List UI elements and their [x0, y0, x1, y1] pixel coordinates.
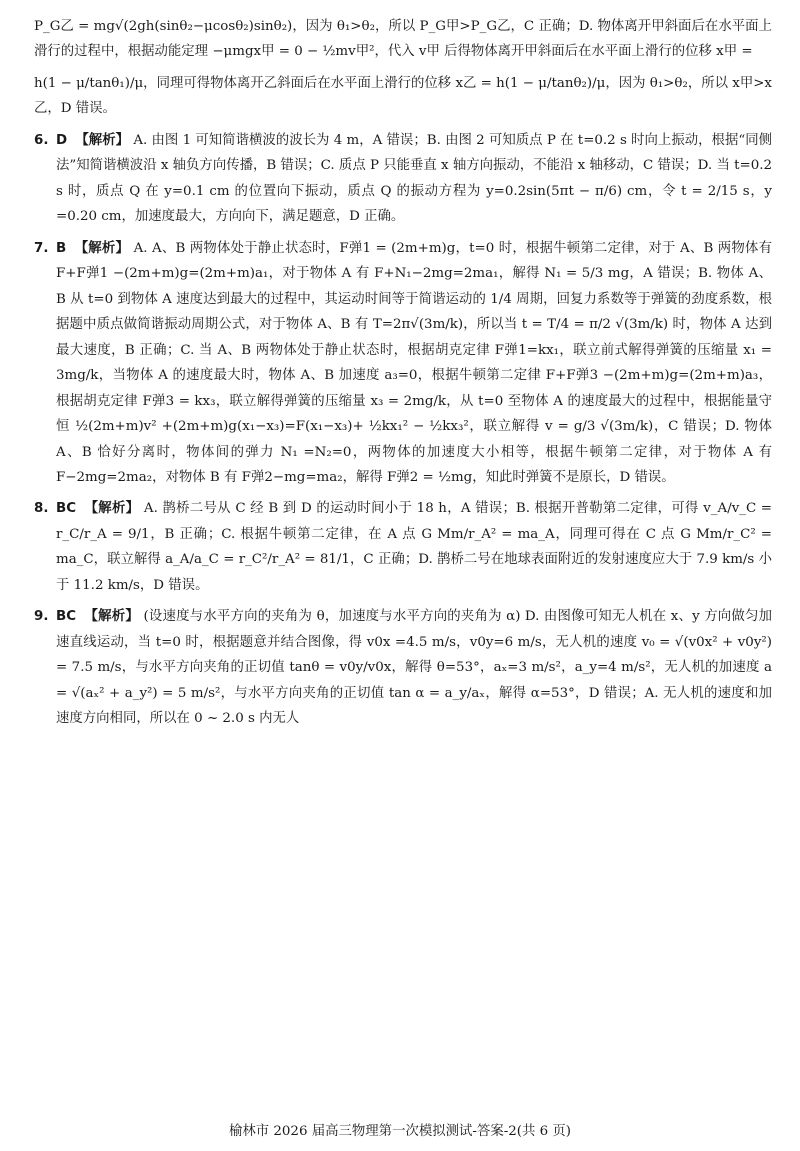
answer-letter: BC — [56, 501, 77, 517]
question-number: 7. — [34, 240, 49, 256]
q5-continuation-1: P_G乙 = mg√(2gh(sinθ₂−μcosθ₂)sinθ₂)，因为 θ₁>θ₂，所以 P_G甲>P_G乙，C 正确；D. 物体离开甲斜面后在水平面上滑行的过程中，根据动能定理 −μmgx甲 = 0 − ½mv甲²，代入 v甲 后得物体离开甲斜面后在水平面上滑行的位移 x甲 = — [34, 19, 772, 60]
question-number: 6. — [34, 132, 49, 148]
analysis-text: A. 由图 1 可知简谐横波的波长为 4 m，A 错误；B. 由图 2 可知质点 P 在 t=0.2 s 时向上振动，根据“同侧法”知简谐横波沿 x 轴负方向传播，B 错误；C. 质点 P 只能垂直 x 轴方向振动，不能沿 x 轴移动，C 错误；D. 当 t=0.2 s 时，质点 Q 在 y=0.1 cm 的位置向下振动，质点 Q 的振动方程为 y=0.2sin(5πt − π/6) cm，令 t = 2/15 s，y =0.20 cm，加速度最大，方向向下，满足题意，D 正确。 — [56, 132, 773, 225]
analysis-tag: 【解析】 — [84, 609, 139, 625]
answer-letter: B — [56, 240, 67, 256]
analysis-tag: 【解析】 — [74, 240, 130, 256]
answer-letter: BC — [56, 609, 77, 625]
answer-letter: D — [56, 132, 68, 148]
analysis-tag: 【解析】 — [84, 501, 140, 517]
analysis-text: A. 鹊桥二号从 C 经 B 到 D 的运动时间小于 18 h，A 错误；B. 根据开普勒第二定律，可得 v_A/v_C = r_C/r_A = 9/1，B 正确；C. 根据牛顿第二定律，在 A 点 G Mm/r_A² = ma_A，同理可得在 C 点 G Mm/r_C² = ma_C，联立解得 a_A/a_C = r_C²/r_A² = 81/1，C 正确；D. 鹊桥二号在地球表面附近的发射速度应大于 7.9 km/s 小于 11.2 km/s，D 错误。 — [56, 501, 773, 593]
analysis-text: (设速度与水平方向的夹角为 θ，加速度与水平方向的夹角为 α) D. 由图像可知无人机在 x、y 方向做匀加速直线运动，当 t=0 时，根据题意并结合图像，得 v0x =4.5 m/s，v0y=6 m/s，无人机的速度 v₀ = √(v0x² + v0y²) = 7.5 m/s，与水平方向夹角的正切值 tanθ = v0y/v0x，解得 θ=53°，aₓ=3 m/s²，a_y=4 m/s²，无人机的加速度 a = √(aₓ² + a_y²) = 5 m/s²，与水平方向夹角的正切值 tan α = a_y/aₓ，解得 α=53°，D 错误；A. 无人机的速度和加速度方向相同，所以在 0 ~ 2.0 s 内无人 — [56, 609, 773, 727]
page-footer: 榆林市 2026 届高三物理第一次模拟测试-答案-2(共 6 页) — [228, 1124, 572, 1139]
question-8 — [34, 496, 772, 598]
question-number: 9. — [34, 609, 49, 625]
question-9 — [34, 604, 772, 731]
question-number: 8. — [34, 501, 49, 517]
analysis-text: A. A、B 两物体处于静止状态时，F弹1 = (2m+m)g，t=0 时，根据牛顿第二定律，对于 A、B 两物体有 F+F弹1 −(2m+m)g=(2m+m)a₁，对于物体 A 有 F+N₁−2mg=2ma₁，解得 N₁ = 5/3 mg，A 错误；B. 物体 A、B 从 t=0 到物体 A 速度达到最大的过程中，其运动时间等于简谐运动的 1/4 周期，回复力系数等于弹簧的劲度系数，根据题中质点做简谐振动周期公式，对于物体 A、B 有 T=2π√(3m/k)，所以当 t = T/4 = π/2 √(3m/k) 时，物体 A 达到最大速度，B 正确；C. 当 A、B 两物体处于静止状态时，根据胡克定律 F弹1=kx₁，联立前式解得弹簧的压缩量 x₁ = 3mg/k，当物体 A 的速度最大时，物体 A、B 加速度 a₃=0，根据牛顿第二定律 F+F弹3 −(2m+m)g=(2m+m)a₃，根据胡克定律 F弹3 = kx₃，联立解得弹簧的压缩量 x₃ = 2mg/k，从 t=0 至物体 A 的速度最大的过程中，根据能量守恒 ½(2m+m)v² +(2m+m)g(x₁−x₃)=F(x₁−x₃)+ ½kx₁² − ½kx₃²，联立解得 v = g/3 √(3m/k)，C 错误；D. 物体 A、B 恰好分离时，物体间的弹力 N₁ =N₂=0，两物体的加速度大小相等，根据牛顿第二定律，对于物体 A 有 F−2mg=2ma₂，对物体 B 有 F弹2−mg=ma₂，解得 F弹2 = ½mg，知此时弹簧不是原长，D 错误。 — [56, 240, 772, 485]
analysis-tag: 【解析】 — [75, 132, 130, 148]
q5-continuation-2: h(1 − μ/tanθ₁)/μ，同理可得物体离开乙斜面后在水平面上滑行的位移 x乙 = h(1 − μ/tanθ₂)/μ，因为 θ₁>θ₂，所以 x甲>x乙，D 错误。 — [34, 75, 772, 117]
question-6 — [34, 128, 772, 230]
question-7 — [34, 236, 772, 491]
